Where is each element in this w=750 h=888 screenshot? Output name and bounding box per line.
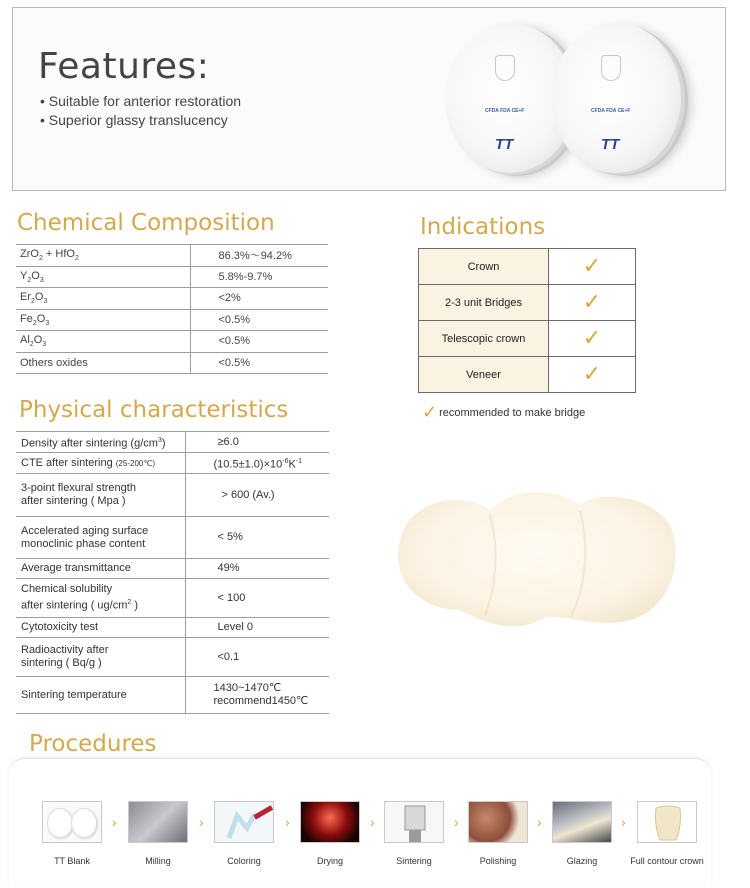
property-name: Sintering temperature — [16, 677, 185, 714]
chevron-right-icon: › — [199, 814, 204, 830]
features-title: Features: — [38, 46, 210, 87]
chevron-right-icon: › — [454, 814, 459, 830]
table-row — [16, 474, 329, 517]
indication-name: Veneer — [419, 357, 549, 393]
bridge-note-text: recommended to make bridge — [439, 407, 586, 419]
shield-icon — [601, 55, 621, 81]
table-row — [16, 288, 328, 310]
tt-blank-thumbnail — [42, 801, 102, 843]
table-row — [419, 249, 636, 285]
feature-item: • Superior glassy translucency — [40, 111, 241, 130]
sintering-thumbnail — [384, 801, 444, 843]
procedure-step-tt-blank — [29, 801, 115, 866]
table-row — [16, 638, 329, 677]
table-row — [419, 285, 636, 321]
table-row — [16, 309, 328, 331]
chevron-right-icon: › — [285, 814, 290, 830]
chemical-composition-table — [16, 244, 328, 374]
table-row — [16, 245, 328, 267]
procedure-step-polishing — [455, 801, 541, 866]
procedure-step-sintering — [371, 801, 457, 866]
bridge-note — [422, 403, 585, 421]
table-row — [16, 266, 328, 288]
table-row — [16, 618, 329, 638]
physical-characteristics-table — [16, 431, 329, 714]
component-value: <2% — [190, 288, 328, 310]
property-value: Level 0 — [185, 618, 329, 638]
step-label: Sintering — [396, 856, 432, 866]
property-value: ≥6.0 — [185, 432, 329, 453]
table-row — [16, 579, 329, 618]
shield-icon — [495, 55, 515, 81]
property-name: Density after sintering $(g/cm^3)$ — [16, 432, 185, 453]
glazing-thumbnail — [552, 801, 612, 843]
property-value: 49% — [185, 559, 329, 579]
tt-logo: TT — [601, 136, 620, 153]
component-value: 5.8%-9.7% — [190, 266, 328, 288]
table-row — [16, 453, 329, 474]
component-name: ZrO$_2$ + HfO$_2$ — [16, 245, 190, 267]
property-name: 3-point flexural strength after sintering ( Mpa ) — [16, 474, 185, 517]
indication-name: Telescopic crown — [419, 321, 549, 357]
step-label: Glazing — [566, 856, 598, 866]
table-row — [16, 352, 328, 374]
table-row — [16, 331, 328, 353]
table-row — [16, 517, 329, 559]
procedure-step-coloring — [201, 801, 287, 866]
property-value: < 5% — [185, 517, 329, 559]
table-row — [16, 432, 329, 453]
property-value: 1430~1470℃ recommend1450℃ — [185, 677, 329, 714]
property-name: Accelerated aging surface monoclinic phase content — [16, 517, 185, 559]
step-label: Polishing — [479, 856, 517, 866]
component-value: <0.5% — [190, 331, 328, 353]
check-icon: ✓ — [422, 402, 438, 422]
check-icon: ✓ — [582, 253, 602, 278]
procedure-step-drying — [287, 801, 373, 866]
features-list — [40, 92, 241, 130]
property-name: Radioactivity after sintering ( Bq/g ) — [16, 638, 185, 677]
chevron-right-icon: › — [112, 814, 117, 830]
check-icon: ✓ — [582, 289, 602, 314]
property-value: <0.1 — [185, 638, 329, 677]
component-name: $Er_2O_3$ — [16, 288, 190, 310]
procedures-title: Procedures — [29, 731, 157, 757]
indication-name: 2-3 unit Bridges — [419, 285, 549, 321]
procedure-step-milling — [115, 801, 201, 866]
indications-table — [418, 248, 636, 393]
step-label: TT Blank — [54, 856, 90, 866]
component-name: $Al_2O_3$ — [16, 331, 190, 353]
chevron-right-icon: › — [621, 814, 626, 830]
check-icon: ✓ — [582, 325, 602, 350]
component-value: <0.5% — [190, 352, 328, 374]
property-value: < 100 — [185, 579, 329, 618]
table-row — [419, 321, 636, 357]
component-name: Others oxides — [16, 352, 190, 374]
step-label: Drying — [316, 856, 343, 866]
property-name: Cytotoxicity test — [16, 618, 185, 638]
chevron-right-icon: › — [370, 814, 375, 830]
full-contour-crown-thumbnail — [637, 801, 697, 843]
chemical-composition-title: Chemical Composition — [17, 210, 275, 236]
feature-item: • Suitable for anterior restoration — [40, 92, 241, 111]
procedure-step-full-contour-crown — [624, 801, 710, 866]
indication-name: Crown — [419, 249, 549, 285]
disc-cert-text: CFDA FDA CE+F — [591, 108, 631, 114]
property-value: $(10.5\pm 1.0)\times 10^{-6}K^{-1}$ — [185, 453, 329, 474]
indications-title: Indications — [420, 214, 546, 240]
component-name: $Fe_2O_3$ — [16, 309, 190, 331]
component-value: <0.5% — [190, 309, 328, 331]
features-banner — [12, 7, 726, 191]
coloring-thumbnail — [214, 801, 274, 843]
step-label: Milling — [145, 856, 171, 866]
physical-characteristics-title: Physical characteristics — [19, 397, 289, 423]
property-name: Chemical solubility after sintering ( $ug/cm^2$ ) — [16, 579, 185, 618]
milling-thumbnail — [128, 801, 188, 843]
zirconia-disc-image — [551, 23, 681, 173]
step-label: Coloring — [227, 856, 261, 866]
property-name: Average transmittance — [16, 559, 185, 579]
crown-bridge-image — [390, 470, 690, 640]
polishing-thumbnail — [468, 801, 528, 843]
step-label: Full contour crown — [630, 856, 704, 866]
component-name: $Y_2O_3$ — [16, 266, 190, 288]
drying-thumbnail — [300, 801, 360, 843]
tt-logo: TT — [495, 136, 514, 153]
table-row — [16, 677, 329, 714]
table-row — [16, 559, 329, 579]
check-icon: ✓ — [582, 361, 602, 386]
chevron-right-icon: › — [537, 814, 542, 830]
procedure-step-glazing — [539, 801, 625, 866]
table-row — [419, 357, 636, 393]
disc-cert-text: CFDA FDA CE+F — [485, 108, 525, 114]
property-value: > 600 (Av.) — [185, 474, 329, 517]
property-name: CTE after sintering (25-200℃) — [16, 453, 185, 474]
component-value: 86.3%～94.2% — [190, 245, 328, 267]
